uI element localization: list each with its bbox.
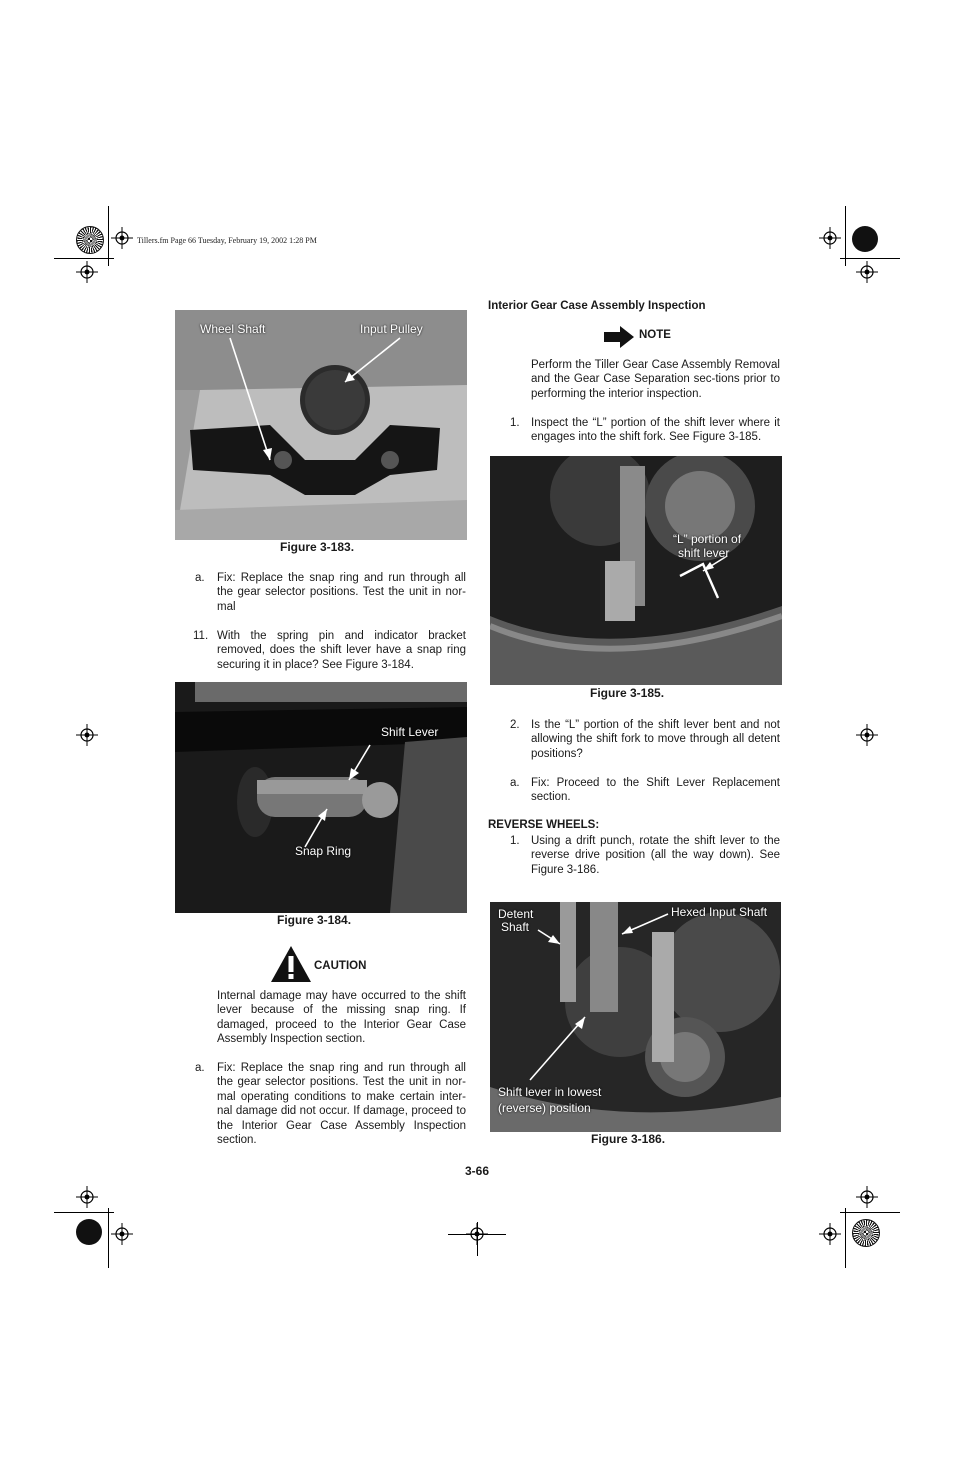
crop-mark (54, 258, 114, 259)
label-hexed-input-shaft: Hexed Input Shaft (671, 905, 768, 919)
label-shift-lever-line1: Shift lever in lowest (498, 1085, 602, 1099)
registration-crosshair-icon (819, 1223, 841, 1245)
registration-crosshair-icon (76, 1186, 98, 1208)
reverse-wheels-heading: REVERSE WHEELS: (488, 819, 600, 831)
page-number: 3-66 (465, 1164, 490, 1178)
section-heading: Interior Gear Case Assembly Inspection (488, 300, 706, 312)
registration-crosshair-icon (856, 724, 878, 746)
registration-dial-icon (76, 226, 104, 254)
registration-crosshair-icon (819, 227, 841, 249)
step-marker: 11. (193, 630, 209, 642)
label-snap-ring: Snap Ring (295, 844, 352, 858)
registration-crosshair-icon (76, 724, 98, 746)
file-header-line: Tillers.fm Page 66 Tuesday, February 19, 2002 1:28 PM (137, 236, 317, 245)
step-2-text: Is the “L” portion of the shift lever bent and not allowing the shift fork to move through all detent positions? (531, 719, 780, 760)
label-input-pulley: Input Pulley (360, 322, 423, 336)
step-a-text-3: Fix: Proceed to the Shift Lever Replacement section. (531, 777, 780, 804)
figure-3-185-photo (490, 456, 782, 685)
label-shift-lever-line2: (reverse) position (498, 1101, 591, 1115)
caution-label: CAUTION (314, 960, 367, 972)
registration-dial-icon (852, 1219, 880, 1247)
label-detent-line2: Shaft (501, 920, 530, 934)
figure-3-186-photo (490, 902, 781, 1132)
registration-crosshair-icon (856, 261, 878, 283)
step-11-text: With the spring pin and indicator bracket removed, does the shift lever have a snap ring securing it in place? See Figure 3-184. (217, 630, 466, 671)
registration-dial-icon (852, 226, 878, 252)
step-a-text-2: Fix: Replace the snap ring and run through all the gear selector positions. Test the unit in nor-mal operating conditions to make certain inter-nal damage did not occur. If damage, proceed to the Interior Gear Case Assembly Inspection section. (217, 1062, 466, 1147)
figure-3-183-photo (175, 310, 467, 540)
crop-mark (845, 206, 846, 266)
label-detent-line1: Detent (498, 907, 534, 921)
crop-mark (845, 1208, 846, 1268)
note-label: NOTE (639, 329, 671, 341)
crop-mark (108, 1208, 109, 1268)
crop-mark (840, 258, 900, 259)
step-1-text: Inspect the “L” portion of the shift lever where it engages into the shift fork. See Figure 3-185. (531, 417, 780, 444)
registration-dial-icon (76, 1219, 102, 1245)
step-marker: 2. (510, 719, 520, 731)
figure-3-183-caption: Figure 3-183. (280, 540, 355, 554)
step-marker: a. (195, 572, 205, 584)
step-marker: a. (510, 777, 520, 789)
figure-3-185-caption: Figure 3-185. (590, 686, 665, 700)
registration-crosshair-icon (111, 227, 133, 249)
label-wheel-shaft: Wheel Shaft (200, 322, 266, 336)
reverse-step-1-text: Using a drift punch, rotate the shift lever to the reverse drive position (all the way down). See Figure 3-186. (531, 835, 780, 876)
registration-crosshair-icon (111, 1223, 133, 1245)
figure-3-186-caption: Figure 3-186. (591, 1132, 666, 1146)
figure-3-184-photo (175, 682, 467, 913)
crop-mark (108, 206, 109, 266)
note-arrow-icon (604, 326, 634, 348)
label-l-portion-line1: “L” portion of (673, 532, 742, 546)
caution-text: Internal damage may have occurred to the shift lever because of the missing snap ring. If damaged, proceed to the Interior Gear Case Assembly Inspection section. (217, 990, 466, 1046)
label-l-portion-line2: shift lever (678, 546, 730, 560)
label-shift-lever: Shift Lever (381, 725, 439, 739)
figure-3-184-caption: Figure 3-184. (277, 913, 352, 927)
step-marker: 1. (510, 835, 520, 847)
step-marker: a. (195, 1062, 205, 1074)
registration-crosshair-icon (856, 1186, 878, 1208)
crop-mark (54, 1212, 114, 1213)
note-text: Perform the Tiller Gear Case Assembly Removal and the Gear Case Separation sec-tions prior to performing the interior inspection. (531, 359, 780, 400)
crop-mark (840, 1212, 900, 1213)
caution-warning-icon (270, 945, 312, 983)
step-marker: 1. (510, 417, 520, 429)
step-a-text: Fix: Replace the snap ring and run through all the gear selector positions. Test the unit in nor-mal (217, 572, 466, 613)
registration-crosshair-icon (76, 261, 98, 283)
crop-mark (477, 1222, 478, 1256)
